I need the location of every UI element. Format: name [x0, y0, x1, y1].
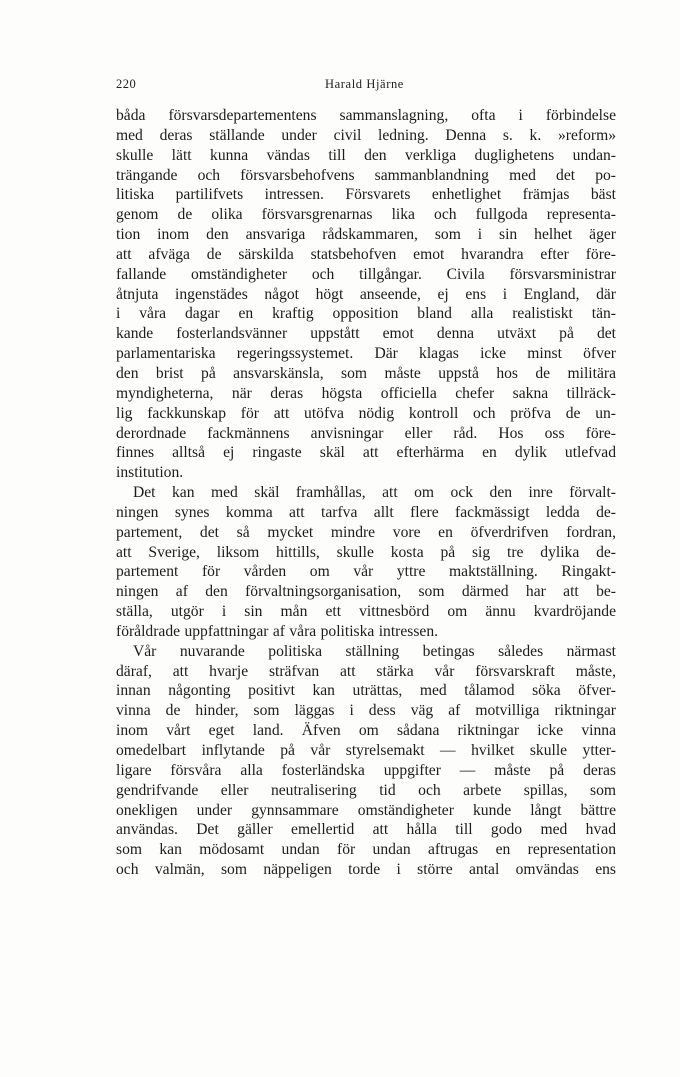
page-number: 220 [116, 77, 137, 91]
text-line: omedelbart inflytande på vår styrelsemakt — hvilket skulle ytter- [116, 742, 616, 759]
text-line: ningen synes komma att tarfva allt flere fackmässigt ledda de- [116, 503, 616, 521]
text-line: att Sverige, liksom hittills, skulle kosta på sig tre dylika de- [116, 543, 616, 561]
text-line: med deras ställande under civil ledning. Denna s. k. »reform» [116, 126, 616, 144]
text-line: genom de olika försvarsgrenarnas lika och fullgoda representa- [116, 206, 616, 224]
running-head: Harald Hjärne [325, 77, 404, 91]
text-line: ställa, utgör i sin mån ett vittnesbörd om ännu kvardröjande [116, 603, 616, 621]
text-line: tion inom den ansvariga rådskammaren, som i sin helhet äger [116, 226, 616, 244]
text-line: ligare försvåra alla fosterländska uppgifter — måste på deras [116, 761, 616, 779]
text-line: derordnade fackmännens anvisningar eller råd. Hos oss före- [116, 424, 616, 442]
text-line: användas. Det gäller emellertid att hålla till godo med hvad [116, 821, 616, 839]
text-line: Vår nuvarande politiska ställning betingas således närmast [133, 642, 616, 660]
text-line: institution. [116, 464, 184, 482]
paragraph [116, 106, 616, 483]
text-line: och valmän, som näppeligen torde i större antal omvändas ens [116, 861, 616, 879]
text-line: onekligen under gynnsammare omständigheter kunde långt bättre [116, 801, 616, 819]
text-line: gendrifvande eller neutralisering tid och arbete spillas, som [116, 781, 616, 799]
text-line: som kan mödosamt undan för undan aftrugas en representation [116, 841, 616, 859]
paragraph [116, 642, 616, 880]
text-line: inom vårt eget land. Äfven om sådana riktningar icke vinna [116, 722, 616, 740]
page-header [116, 77, 613, 97]
text-line: i våra dagar en kraftig opposition bland alla realistiskt tän- [116, 305, 616, 323]
text-line: litiska partilifvets intressen. Försvarets enhetlighet främjas bäst [116, 186, 616, 204]
text-line: kande fosterlandsvänner uppstått emot denna utväxt på det [116, 325, 616, 343]
body-text [116, 106, 616, 880]
text-line: partement, det så mycket mindre vore en öfverdrifven fordran, [116, 523, 616, 541]
text-line: trängande och försvarsbehofvens sammanblandning med det po- [116, 166, 616, 184]
text-line: däraf, att hvarje sträfvan att stärka vår försvarskraft måste, [116, 662, 616, 680]
text-line: partement för vården om vår yttre maktställning. Ringakt- [116, 563, 616, 581]
text-line: skulle lätt kunna vändas till den verkliga duglighetens undan- [116, 146, 616, 164]
text-line: att afväga de särskilda statsbehofven emot hvarandra efter före- [116, 245, 616, 263]
text-line: lig fackkunskap för att utöfva nödig kontroll och pröfva de un- [116, 404, 616, 422]
text-line: ningen af den förvaltningsorganisation, som därmed har att be- [116, 583, 616, 601]
text-line: parlamentariska regeringssystemet. Där klagas icke minst öfver [116, 345, 616, 363]
text-line: vinna de hinder, som läggas i dess väg af motvilliga riktningar [116, 702, 616, 720]
text-line: fallande omständigheter och tillgångar. Civila försvarsministrar [116, 265, 616, 283]
text-line: båda försvarsdepartementens sammanslagning, ofta i förbindelse [116, 107, 616, 124]
text-line: åtnjuta ingenstädes något högt anseende, ej ens i England, där [116, 285, 616, 303]
text-line: myndigheterna, när deras högsta officiella chefer sakna tillräck- [116, 384, 616, 402]
text-line: Det kan med skäl framhållas, att om ock den inre förvalt- [133, 484, 616, 502]
text-line: finnes alltså ej ringaste skäl att efterhärma en dylik utlefvad [116, 444, 616, 462]
paragraph [116, 483, 616, 642]
text-line: den brist på ansvarskänsla, som måste uppstå hos de militära [116, 364, 616, 382]
text-line: föråldrade uppfattningar af våra politiska intressen. [116, 622, 439, 640]
text-line: innan någonting positivt kan uträttas, med tålamod söka öfver- [116, 682, 616, 700]
